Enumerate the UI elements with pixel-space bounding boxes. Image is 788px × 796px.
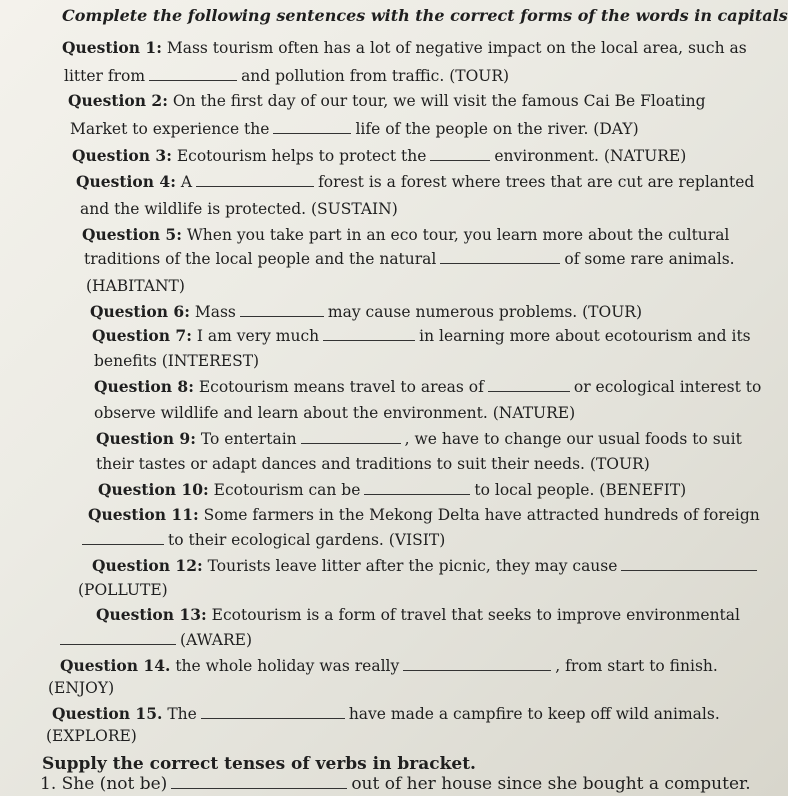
answer-blank[interactable] — [440, 249, 560, 264]
question-label: Question 9: — [96, 429, 196, 448]
answer-blank[interactable] — [196, 172, 314, 187]
question-5-line-3: (HABITANT) — [86, 277, 185, 295]
answer-blank[interactable] — [323, 326, 415, 341]
question-text: Market to experience the — [70, 120, 270, 138]
question-text: have made a campfire to keep off wild animals. — [348, 705, 720, 723]
question-text: To entertain — [200, 430, 297, 448]
question-12-line-1 — [92, 556, 761, 576]
answer-blank[interactable] — [621, 556, 757, 571]
question-5-line-1 — [82, 225, 729, 245]
answer-blank[interactable] — [273, 119, 351, 134]
question-5-line-2 — [84, 249, 735, 269]
question-6 — [90, 302, 642, 322]
question-9-line-1 — [96, 429, 742, 449]
question-label: Question 15. — [52, 704, 163, 723]
question-text: the whole holiday was really — [175, 657, 400, 675]
question-12-line-2: (POLLUTE) — [78, 581, 168, 599]
question-text: When you take part in an eco tour, you learn more about the cultural — [186, 226, 730, 244]
question-text: Mass tourism often has a lot of negative impact on the local area, such as — [166, 39, 747, 57]
question-2-line-1 — [68, 91, 706, 111]
question-label: Question 2: — [68, 91, 168, 110]
question-text: A — [180, 173, 193, 191]
answer-blank[interactable] — [364, 480, 470, 495]
question-text: to local people. (BENEFIT) — [474, 481, 687, 499]
question-label: Question 4: — [76, 172, 176, 191]
question-14-line-2: (ENJOY) — [48, 679, 115, 697]
question-label: Question 8: — [94, 377, 194, 396]
question-14-line-1 — [60, 656, 718, 676]
item-text: 1. She (not be) — [40, 774, 168, 794]
question-text: Ecotourism helps to protect the — [176, 147, 427, 165]
question-text: , from start to finish. — [555, 657, 718, 675]
answer-blank[interactable] — [171, 774, 347, 789]
question-label: Question 6: — [90, 302, 190, 321]
question-text: to their ecological gardens. (VISIT) — [168, 531, 446, 549]
answer-blank[interactable] — [60, 630, 176, 645]
question-7-line-1 — [92, 326, 751, 346]
question-8-line-2: observe wildlife and learn about the environment. (NATURE) — [94, 404, 576, 422]
question-label: Question 12: — [92, 556, 203, 575]
question-2-line-2 — [70, 119, 639, 139]
question-1-line-2 — [64, 66, 509, 86]
question-text: and pollution from traffic. (TOUR) — [241, 67, 510, 85]
question-label: Question 5: — [82, 225, 182, 244]
question-11-line-2 — [82, 530, 445, 550]
question-8-line-1 — [94, 377, 761, 397]
section-2-item-1 — [40, 774, 751, 794]
question-text: Ecotourism means travel to areas of — [198, 378, 484, 396]
question-13-line-2 — [60, 630, 252, 650]
question-text: Tourists leave litter after the picnic, they may cause — [207, 557, 618, 575]
question-4-line-2: and the wildlife is protected. (SUSTAIN) — [80, 200, 398, 218]
question-label: Question 7: — [92, 326, 192, 345]
question-text: or ecological interest to — [573, 378, 762, 396]
question-text: Ecotourism can be — [213, 481, 361, 499]
question-text: life of the people on the river. (DAY) — [355, 120, 639, 138]
question-text: On the first day of our tour, we will visit the famous Cai Be Floating — [172, 92, 706, 110]
question-text: I am very much — [196, 327, 320, 345]
question-4-line-1 — [76, 172, 754, 192]
question-text: forest is a forest where trees that are cut are replanted — [318, 173, 755, 191]
question-7-line-2: benefits (INTEREST) — [94, 352, 260, 370]
question-text: , we have to change our usual foods to suit — [404, 430, 742, 448]
question-text: (AWARE) — [180, 631, 252, 649]
instruction-heading: Complete the following sentences with the correct forms of the words in capitals — [62, 6, 788, 25]
question-label: Question 1: — [62, 38, 162, 57]
answer-blank[interactable] — [301, 429, 401, 444]
section-2-title: Supply the correct tenses of verbs in bracket. — [42, 754, 476, 774]
question-10 — [98, 480, 686, 500]
question-text: in learning more about ecotourism and its — [419, 327, 751, 345]
answer-blank[interactable] — [201, 704, 345, 719]
answer-blank[interactable] — [488, 377, 570, 392]
question-label: Question 10: — [98, 480, 209, 499]
question-label: Question 3: — [72, 146, 172, 165]
question-label: Question 11: — [88, 505, 199, 524]
question-text: litter from — [64, 67, 146, 85]
question-15-line-2: (EXPLORE) — [46, 727, 137, 745]
answer-blank[interactable] — [240, 302, 324, 317]
question-11-line-1 — [88, 505, 760, 525]
question-1-line-1 — [62, 38, 747, 58]
answer-blank[interactable] — [149, 66, 237, 81]
question-15-line-1 — [52, 704, 720, 724]
question-text: Mass — [194, 303, 236, 321]
question-text: Some farmers in the Mekong Delta have attracted hundreds of foreign — [203, 506, 760, 524]
question-9-line-2: their tastes or adapt dances and traditions to suit their needs. (TOUR) — [96, 455, 650, 473]
answer-blank[interactable] — [430, 146, 490, 161]
question-label: Question 13: — [96, 605, 207, 624]
question-3 — [72, 146, 686, 166]
item-text: out of her house since she bought a computer. — [351, 774, 751, 794]
question-text: The — [167, 705, 197, 723]
question-label: Question 14. — [60, 656, 171, 675]
question-text: environment. (NATURE) — [494, 147, 687, 165]
question-13-line-1 — [96, 605, 740, 625]
question-text: of some rare animals. — [564, 250, 735, 268]
question-text: Ecotourism is a form of travel that seeks to improve environmental — [211, 606, 740, 624]
question-text: traditions of the local people and the natural — [84, 250, 437, 268]
question-text: may cause numerous problems. (TOUR) — [327, 303, 643, 321]
answer-blank[interactable] — [82, 530, 164, 545]
answer-blank[interactable] — [403, 656, 551, 671]
